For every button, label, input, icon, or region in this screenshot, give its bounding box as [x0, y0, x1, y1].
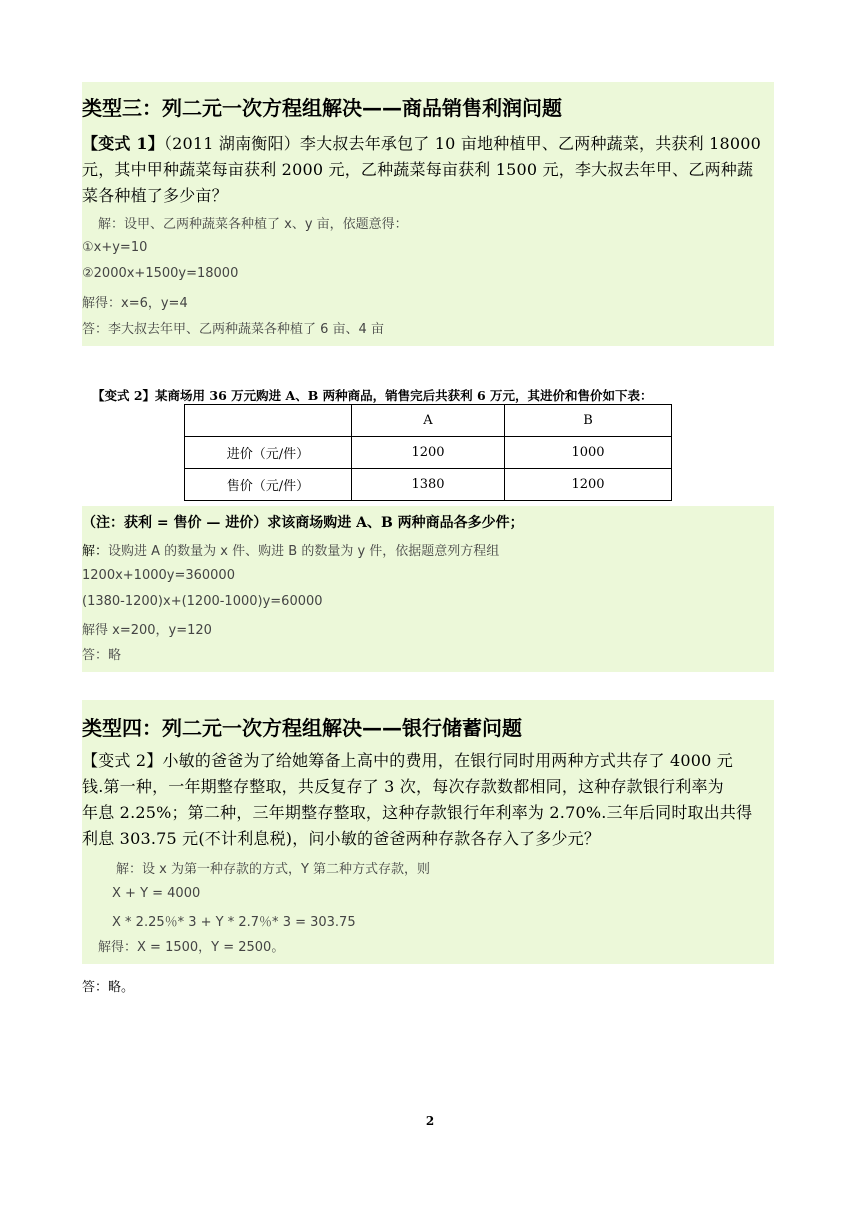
- table-row: [185, 437, 672, 469]
- table-cell: [185, 405, 352, 437]
- section4-problem-line-2: 钱.第一种，一年期整存整取，共反复存了 3 次，每次存款数都相同，这种存款银行利率为: [82, 777, 724, 796]
- solution-label: 解：: [82, 544, 109, 559]
- problem1-line-1: 【变式 1】（2011 湖南衡阳）李大叔去年承包了 10 亩地种植甲、乙两种蔬菜，共获利 18000: [82, 134, 762, 153]
- table-cell: 进价（元/件）: [185, 437, 352, 469]
- section4-heading: 类型四：列二元一次方程组解决——银行储蓄问题: [82, 716, 522, 740]
- problem1-line-2: 元，其中甲种蔬菜每亩获利 2000 元，乙种蔬菜每亩获利 1500 元，李大叔去年甲、乙两种蔬: [82, 160, 754, 179]
- table-cell: 1200: [352, 437, 505, 469]
- problem1-line-3: 菜各种植了多少亩？: [82, 186, 228, 205]
- problem1-solution-2: ①x+y=10: [82, 240, 148, 255]
- problem1-solution-1: 解：设甲、乙两种蔬菜各种植了 x、y 亩，依题意得：: [98, 217, 408, 232]
- section4-problem-line-4: 利息 303.75 元(不计利息税)，问小敏的爸爸两种存款各存入了多少元？: [82, 829, 601, 848]
- problem1-solution-3: ②2000x+1500y=18000: [82, 266, 239, 281]
- section4-solution-3: X * 2.25％* 3 + Y * 2.7％* 3 = 303.75: [112, 915, 356, 930]
- section4-problem-line-3: 年息 2.25%；第二种，三年期整存整取，这种存款银行年利率为 2.70%.三年后同时取出共得: [82, 803, 753, 822]
- problem1-solution-5: 答：李大叔去年甲、乙两种蔬菜各种植了 6 亩、4 亩: [82, 322, 384, 337]
- problem2-solution-first: 解：设购进 A 的数量为 x 件、购进 B 的数量为 y 件，依据题意列方程组: [82, 544, 500, 559]
- section4-problem-line-1: 【变式 2】小敏的爸爸为了给她筹备上高中的费用，在银行同时用两种方式共存了 4000 元: [82, 751, 733, 770]
- problem2-solution-3: 解得 x=200，y=120: [82, 623, 212, 638]
- page-number: 2: [425, 1114, 435, 1128]
- problem2-note: （注：获利 = 售价 — 进价）求该商场购进 A、B 两种商品各多少件；: [82, 515, 524, 531]
- problem2-solution-2: (1380-1200)x+(1200-1000)y=60000: [82, 594, 323, 609]
- table-header-row: [185, 405, 672, 437]
- problem2-solution-1: 1200x+1000y=360000: [82, 568, 235, 583]
- section4-solution-2: X + Y = 4000: [112, 886, 201, 901]
- section3-heading: 类型三：列二元一次方程组解决——商品销售利润问题: [82, 96, 562, 120]
- table-cell: A: [352, 405, 505, 437]
- problem2-solution-4: 答：略: [82, 648, 122, 663]
- table-cell: 1000: [505, 437, 672, 469]
- table-cell: 1380: [352, 469, 505, 501]
- price-table: [184, 404, 672, 501]
- table-cell: 售价（元/件）: [185, 469, 352, 501]
- problem1-solution-4: 解得：x=6，y=4: [82, 296, 188, 311]
- section4-solution-4: 解得：X = 1500，Y = 2500。: [98, 940, 285, 955]
- table-row: [185, 469, 672, 501]
- section4-problem: [82, 748, 774, 852]
- problem2-intro: 【变式 2】某商场用 36 万元购进 A、B 两种商品，销售完后共获利 6 万元，其进价和售价如下表：: [92, 388, 653, 403]
- problem1-tag: 【变式 1】: [82, 134, 164, 153]
- table-cell: 1200: [505, 469, 672, 501]
- problem1-text: [82, 131, 774, 209]
- section4-solution-1: 解：设 x 为第一种存款的方式，Y 第二种方式存款，则: [116, 862, 431, 877]
- section4-answer: 答：略。: [82, 980, 135, 995]
- table-cell: B: [505, 405, 672, 437]
